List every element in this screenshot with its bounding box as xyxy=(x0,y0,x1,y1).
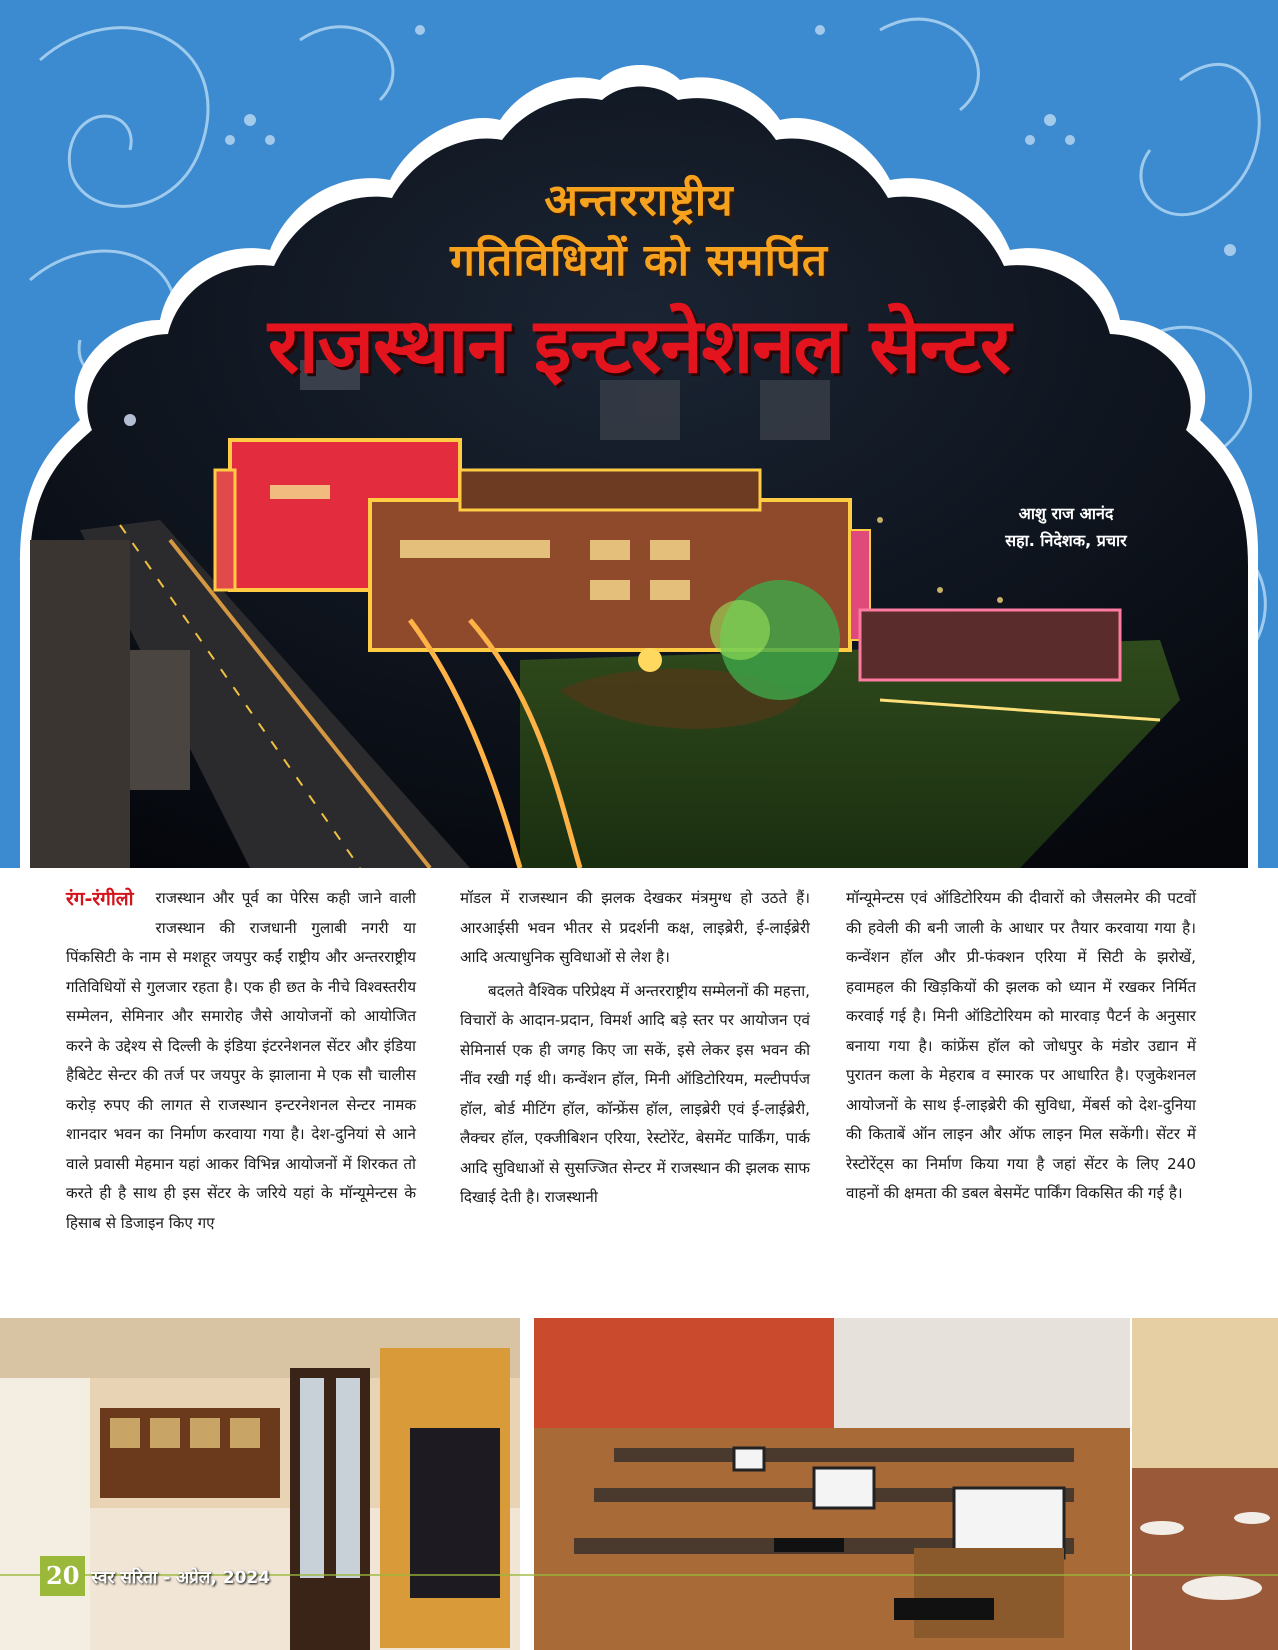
headline-main-title: राजस्थान इन्टरनेशनल सेन्टर xyxy=(267,301,1011,390)
headline-line-2: गतिविधियों को समर्पित xyxy=(450,235,828,286)
author-name: आशु राज आनंद xyxy=(1018,504,1114,523)
headline-line-1: अन्तरराष्ट्रीय xyxy=(544,175,734,226)
author-byline xyxy=(976,500,1156,554)
publication-title: स्वर सरिता - अप्रेल, 2024 xyxy=(91,1567,271,1588)
article-column-3 xyxy=(846,884,1196,1209)
article-paragraph xyxy=(66,884,416,1238)
article-paragraph: बदलते वैश्विक परिप्रेक्ष्य में अन्तरराष्ट्रीय सम्मेलनों की महत्ता, विचारों के आदान-प्रदान, विमर्श आदि बड़े स्तर पर आयोजन एवं सेमिनार्स एक ही जगह किए जा सकें, इसे लेकर इस भवन की नींव रखी गई थी। कन्वेंशन हॉल, मिनी ऑडिटोरियम, मल्टीपर्पज हॉल, बोर्ड मीटिंग हॉल, कॉन्फ्रेंस हॉल, लाइब्रेरी एवं ई-लाईब्रेरी, लैक्चर हॉल, एक्जीबिशन एरिया, रेस्टोरेंट, बेसमेंट पार्किंग, पार्क आदि सुविधाओं से सुसज्जित सेन्टर में राजस्थान की झलक साफ दिखाई देती है। राजस्थानी xyxy=(460,981,810,1206)
article-paragraph: मॉडल में राजस्थान की झलक देखकर मंत्रमुग्ध हो उठते हैं। आरआईसी भवन भीतर से प्रदर्शनी कक्ष, लाइब्रेरी, ई-लाईब्रेरी आदि अत्याधुनिक सुविधाओं से लेश है। xyxy=(460,889,810,966)
author-designation: सहा. निदेशक, प्रचार xyxy=(1005,531,1127,550)
article-paragraph: मॉन्यूमेन्टस एवं ऑडिटोरियम की दीवारों को जैसलमेर की पटवों की हवेली की बनी जाली के आधार पर तैयार करवाया गया है। कन्वेंशन हॉल और प्री-फंक्शन एरिया में सिटी के झरोखें, हवामहल की खिड़कियों की झलक को ध्यान में रखकर निर्मित करवाई गई है। मिनी ऑडिटोरियम को मारवाड़ पैटर्न के अनुसार बनाया गया है। कांफ्रेंस हॉल को जोधपुर के मंडोर उद्यान में पुरातन कला के मेहराब व स्मारक पर आधारित है। एजुकेशनल आयोजनों के साथ ई-लाइब्रेरी की सुविधा, मेंबर्स को देश-दुनिया की किताबें ऑन लाइन और ऑफ लाइन मिल सकेंगी। सेंटर में रेस्टोरेंट्स का निर्माण किया गया है जहां सेंटर के लिए 240 वाहनों की क्षमता की डबल बेसमेंट पार्किंग विकसित की गई है। xyxy=(846,889,1196,1202)
article-column-1 xyxy=(66,884,416,1238)
page-footer xyxy=(40,1556,270,1596)
page-number: 20 xyxy=(40,1556,85,1596)
paragraph-text: राजस्थान और पूर्व का पेरिस कही जाने वाली राजस्थान की राजधानी गुलाबी नगरी या पिंकसिटी के नाम से मशहूर जयपुर कईं राष्ट्रीय और अन्तरराष्ट्रीय गतिविधियों से गुलजार रहता है। एक ही छत के नीचे विश्वस्तरीय सम्मेलन, सेमिनार और समारोह जैसे आयोजनों को आयोजित करने के उद्देश्य से दिल्ली के इंडिया इंटरनेशनल सेंटर और इंडिया हैबिटेट सेन्टर की तर्ज पर जयपुर के झालाना मे एक सौ चालीस करोड़ रुपए की लागत से राजस्थान इन्टरनेशनल सेन्टर नामक शानदार भवन का निर्माण करवाया गया है। देश-दुनियां से आने वाले प्रवासी मेहमान यहां आकर विभिन्न आयोजनों में शिरकत तो करते ही है साथ ही इस सेंटर के जरिये यहां के मॉन्यूमेन्टस के हिसाब से डिजाइन किए गए xyxy=(66,889,416,1232)
lead-word: रंग-रंगीलो xyxy=(66,888,134,910)
photo-atrium xyxy=(0,1318,520,1650)
article-column-2 xyxy=(460,884,810,1213)
headline-block xyxy=(0,0,1278,390)
photo-e-library xyxy=(534,1318,1130,1650)
photo-convention-hall xyxy=(1132,1318,1278,1650)
